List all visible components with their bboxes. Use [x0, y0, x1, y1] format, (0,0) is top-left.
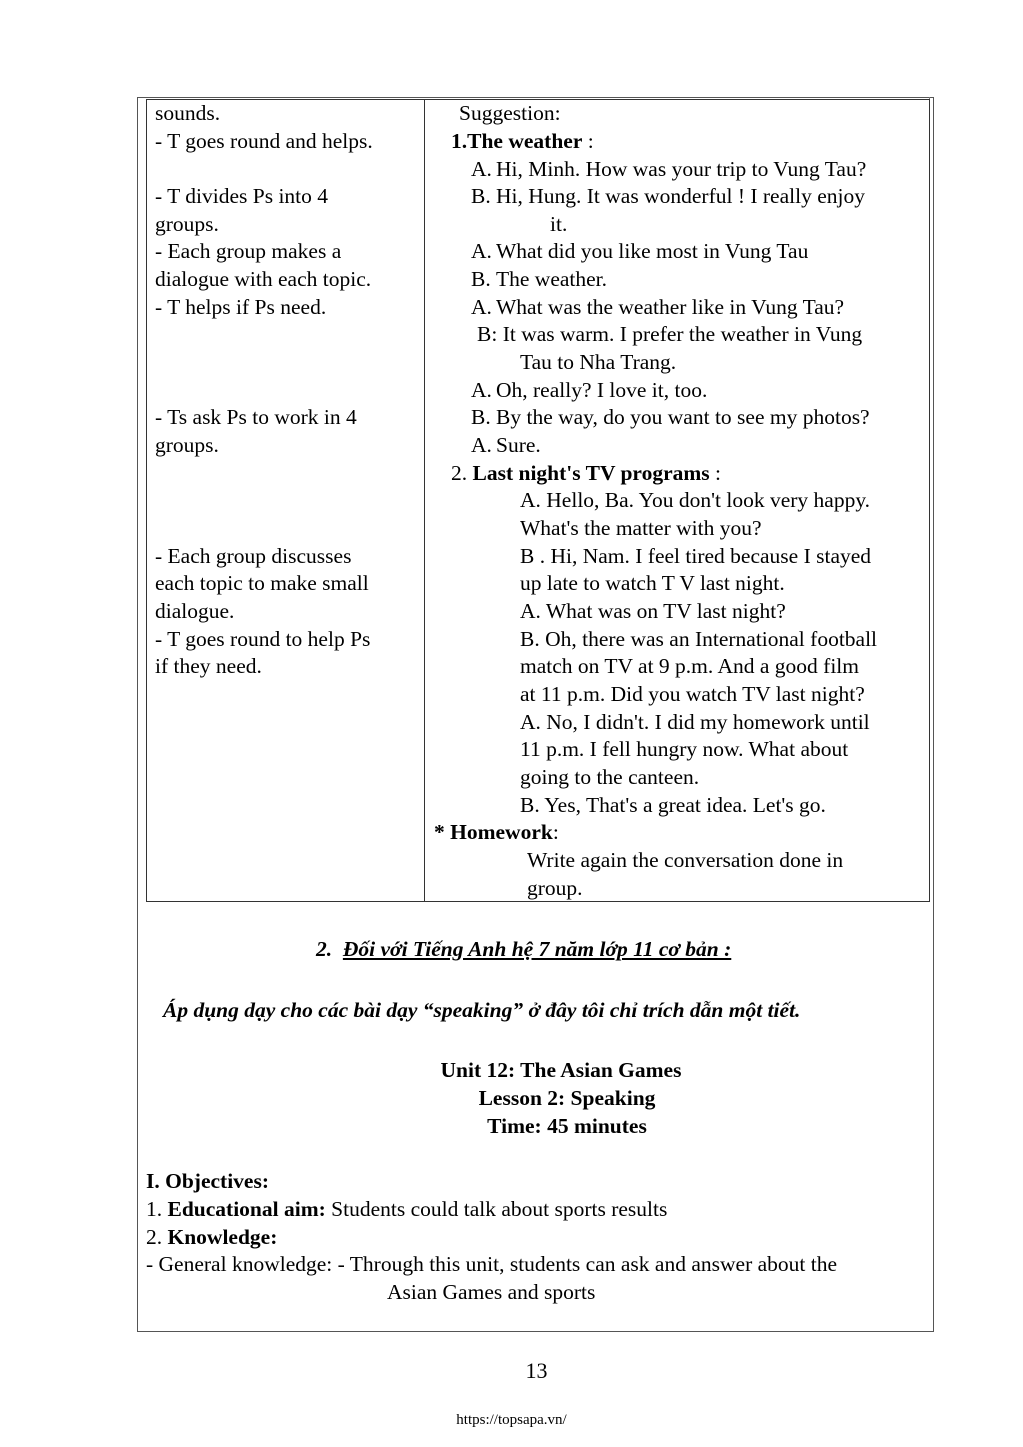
dialogue-line: A. [471, 239, 492, 263]
topic-2-num: 2. [451, 461, 473, 485]
topic-2-colon: : [709, 461, 722, 485]
dialogue-line: A. [471, 378, 492, 402]
left-line: - Ts ask Ps to work in 4 [155, 405, 357, 429]
dialogue-line: 11 p.m. I fell hungry now. What about [520, 737, 849, 761]
dialogue-line: up late to watch T V last night. [520, 571, 785, 595]
dialogue-line: going to the canteen. [520, 765, 700, 789]
dialogue-line: Tau to Nha Trang. [520, 350, 677, 374]
left-line: if they need. [155, 654, 262, 678]
topic-2-heading [451, 460, 721, 488]
dialogue-line: By the way, do you want to see my photos? [496, 405, 870, 429]
objective-1-num: 1. [146, 1197, 168, 1221]
dialogue-line: B. Yes, That's a great idea. Let's go. [520, 793, 826, 817]
dialogue-line: A. Hello, Ba. You don't look very happy. [520, 488, 871, 512]
dialogue-line: A. No, I didn't. I did my homework until [520, 710, 870, 734]
table-column-divider [424, 99, 425, 902]
objectives-heading: I. Objectives: [146, 1169, 269, 1193]
dialogue-line: What's the matter with you? [520, 516, 762, 540]
dialogue-line: A. What was on TV last night? [520, 599, 786, 623]
topic-1-num: 1. [451, 129, 468, 153]
dialogue-line: Oh, really? I love it, too. [496, 378, 708, 402]
dialogue-line: match on TV at 9 p.m. And a good film [520, 654, 859, 678]
left-line: - T goes round to help Ps [155, 627, 371, 651]
dialogue-line: it. [550, 212, 568, 236]
objective-1 [146, 1196, 667, 1224]
left-line: dialogue with each topic. [155, 267, 372, 291]
dialogue-line: The weather. [496, 267, 608, 291]
lesson-time: Time: 45 minutes [487, 1114, 647, 1138]
dialogue-line: What was the weather like in Vung Tau? [496, 295, 845, 319]
left-line: groups. [155, 212, 219, 236]
left-line: - Each group discusses [155, 544, 352, 568]
left-line: groups. [155, 433, 219, 457]
general-knowledge: - General knowledge: - Through this unit, students can ask and answer about the [146, 1252, 838, 1276]
section-2-num: 2. [316, 937, 333, 961]
dialogue-line: A. [471, 295, 492, 319]
dialogue-line: Sure. [496, 433, 541, 457]
left-line: - T divides Ps into 4 [155, 184, 329, 208]
lesson-title: Lesson 2: Speaking [478, 1086, 656, 1110]
dialogue-line: B: It was warm. I prefer the weather in Vung [477, 322, 863, 346]
topic-1-heading [451, 128, 594, 156]
suggestion-label: Suggestion: [459, 101, 561, 125]
dialogue-line: A. [471, 157, 492, 181]
dialogue-line: Hi, Minh. How was your trip to Vung Tau? [496, 157, 867, 181]
unit-title: Unit 12: The Asian Games [440, 1058, 682, 1082]
objective-2-label: Knowledge: [167, 1225, 278, 1249]
dialogue-line: B. Oh, there was an International football [520, 627, 878, 651]
objective-1-text: Students could talk about sports results [325, 1197, 668, 1221]
left-line: - Each group makes a [155, 239, 342, 263]
left-line: sounds. [155, 101, 221, 125]
footer-url[interactable]: https://topsapa.vn/ [456, 1412, 567, 1428]
topic-1-title: The weather [467, 129, 583, 153]
dialogue-line: What did you like most in Vung Tau [496, 239, 809, 263]
section-2-title: Đối với Tiếng Anh hệ 7 năm lớp 11 cơ bản : [342, 937, 732, 961]
left-line: each topic to make small [155, 571, 369, 595]
dialogue-line: B. [471, 184, 491, 208]
general-knowledge-cont: Asian Games and sports [387, 1280, 596, 1304]
objective-2 [146, 1224, 277, 1252]
left-line: - T goes round and helps. [155, 129, 373, 153]
homework-line: group. [527, 876, 583, 900]
dialogue-line: B. [471, 405, 491, 429]
dialogue-line: B. [471, 267, 491, 291]
dialogue-line: at 11 p.m. Did you watch TV last night? [520, 682, 865, 706]
topic-1-colon: : [582, 129, 594, 153]
page-number: 13 [525, 1358, 548, 1383]
homework-heading [434, 819, 559, 847]
dialogue-line: Hi, Hung. It was wonderful ! I really enjoy [496, 184, 865, 208]
topic-2-title: Last night's TV programs [472, 461, 710, 485]
left-line: - T helps if Ps need. [155, 295, 327, 319]
homework-title: * Homework [434, 820, 553, 844]
objective-1-label: Educational aim: [167, 1197, 326, 1221]
section-2-intro: Áp dụng dạy cho các bài dạy “speaking” ở đây tôi chỉ trích dẫn một tiết. [163, 998, 801, 1022]
homework-line: Write again the conversation done in [527, 848, 844, 872]
objective-2-num: 2. [146, 1225, 168, 1249]
dialogue-line: B . Hi, Nam. I feel tired because I stayed [520, 544, 872, 568]
homework-colon: : [552, 820, 559, 844]
dialogue-line: A. [471, 433, 492, 457]
left-line: dialogue. [155, 599, 235, 623]
section-2-heading [316, 936, 731, 964]
